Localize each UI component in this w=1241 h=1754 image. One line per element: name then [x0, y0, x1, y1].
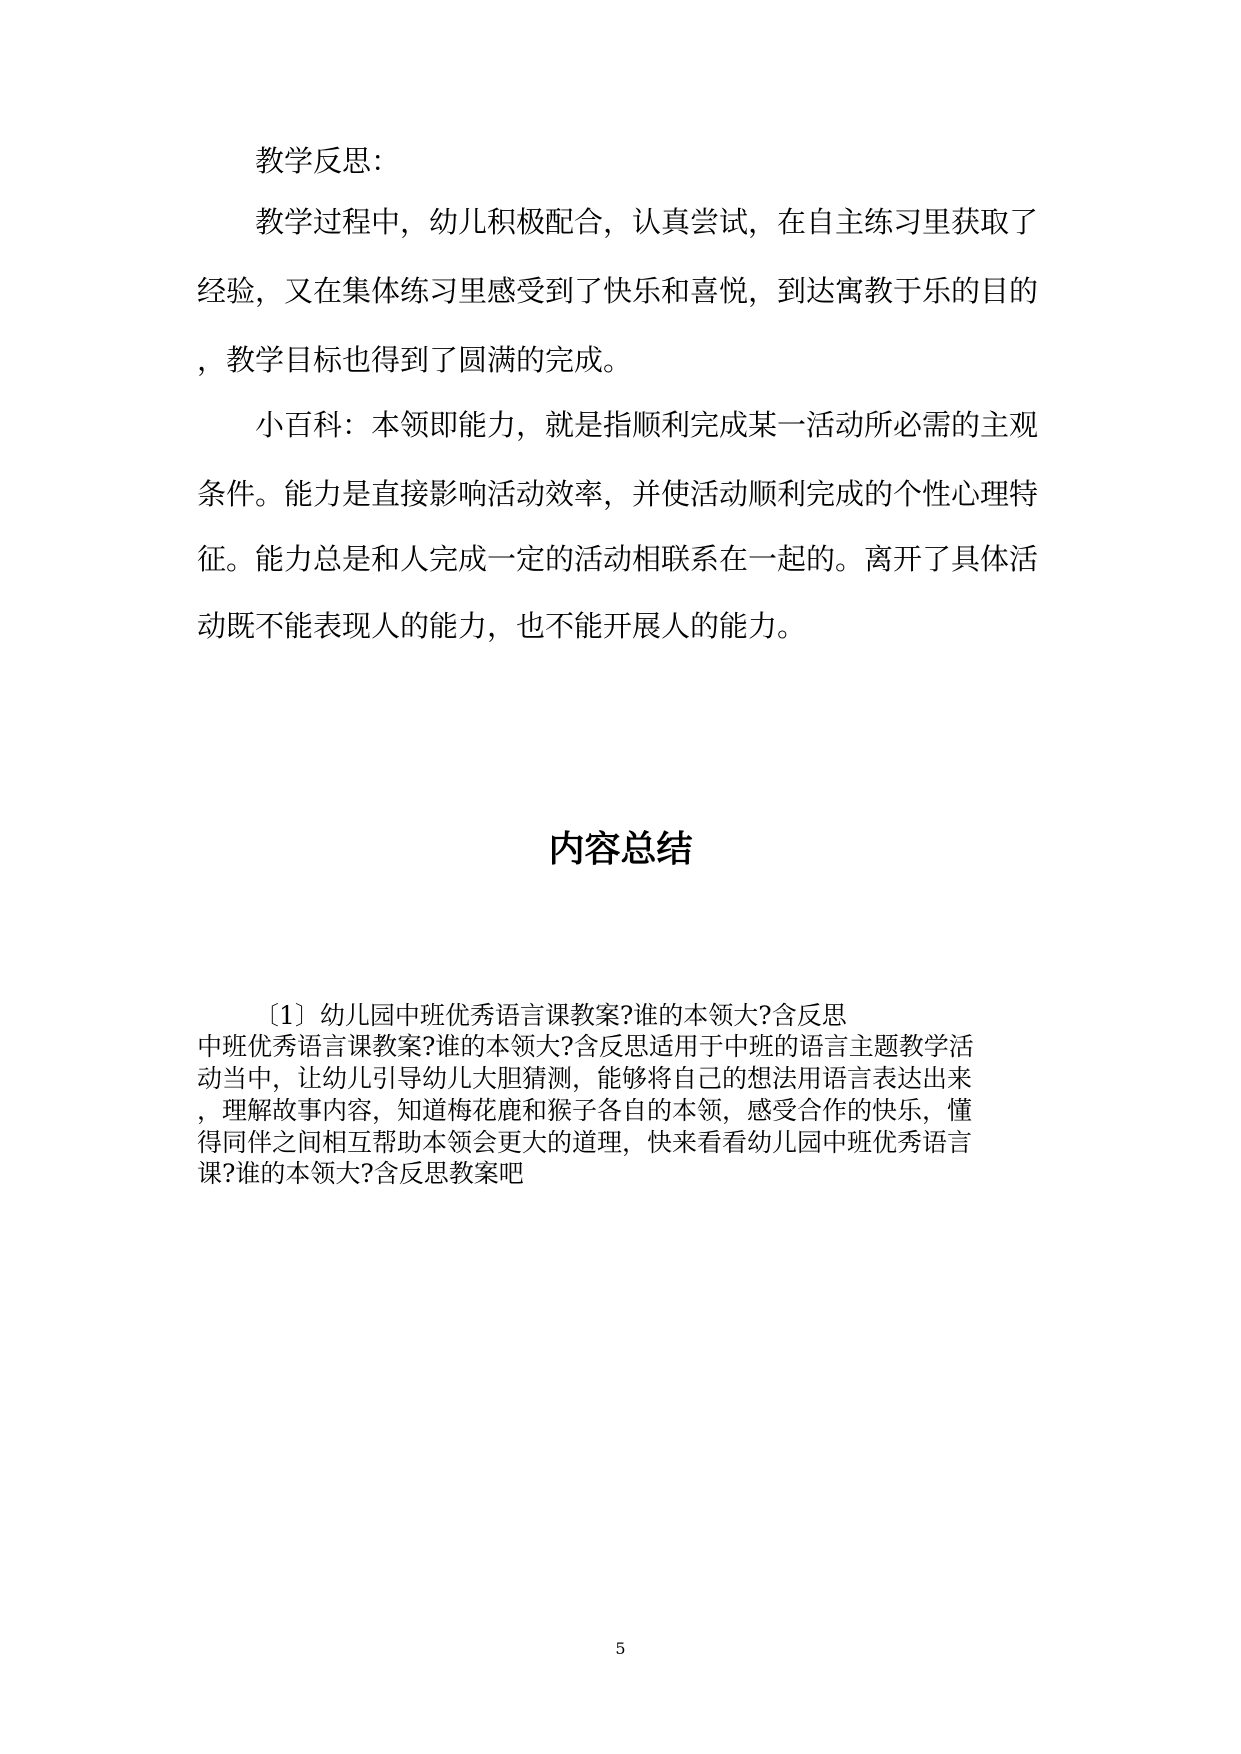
summary-line-5: 得同伴之间相互帮助本领会更大的道理，快来看看幼儿园中班优秀语言 — [197, 1128, 973, 1157]
encyclopedia-line-2: 条件。能力是直接影响活动效率，并使活动顺利完成的个性心理特 — [197, 477, 1039, 511]
encyclopedia-line-1: 小百科：本领即能力，就是指顺利完成某一活动所必需的主观 — [255, 408, 1039, 442]
reflection-line-1: 教学过程中，幼儿积极配合，认真尝试，在自主练习里获取了 — [255, 205, 1039, 239]
reflection-line-2: 经验，又在集体练习里感受到了快乐和喜悦，到达寓教于乐的目的 — [197, 274, 1039, 308]
page-number: 5 — [615, 1639, 626, 1658]
summary-line-6: 课?谁的本领大?含反思教案吧 — [197, 1159, 524, 1188]
reflection-title: 教学反思： — [255, 144, 401, 178]
encyclopedia-line-4: 动既不能表现人的能力，也不能开展人的能力。 — [197, 609, 807, 643]
reflection-line-3: ，教学目标也得到了圆满的完成。 — [197, 343, 633, 377]
summary-heading: 内容总结 — [548, 829, 693, 870]
summary-line-1: 〔1〕幼儿园中班优秀语言课教案?谁的本领大?含反思 — [254, 1001, 847, 1030]
summary-line-2: 中班优秀语言课教案?谁的本领大?含反思适用于中班的语言主题教学活 — [197, 1032, 974, 1061]
summary-line-3: 动当中，让幼儿引导幼儿大胆猜测，能够将自己的想法用语言表达出来 — [197, 1064, 973, 1093]
summary-line-4: ，理解故事内容，知道梅花鹿和猴子各自的本领，感受合作的快乐，懂 — [197, 1096, 973, 1125]
encyclopedia-line-3: 征。能力总是和人完成一定的活动相联系在一起的。离开了具体活 — [197, 542, 1039, 576]
